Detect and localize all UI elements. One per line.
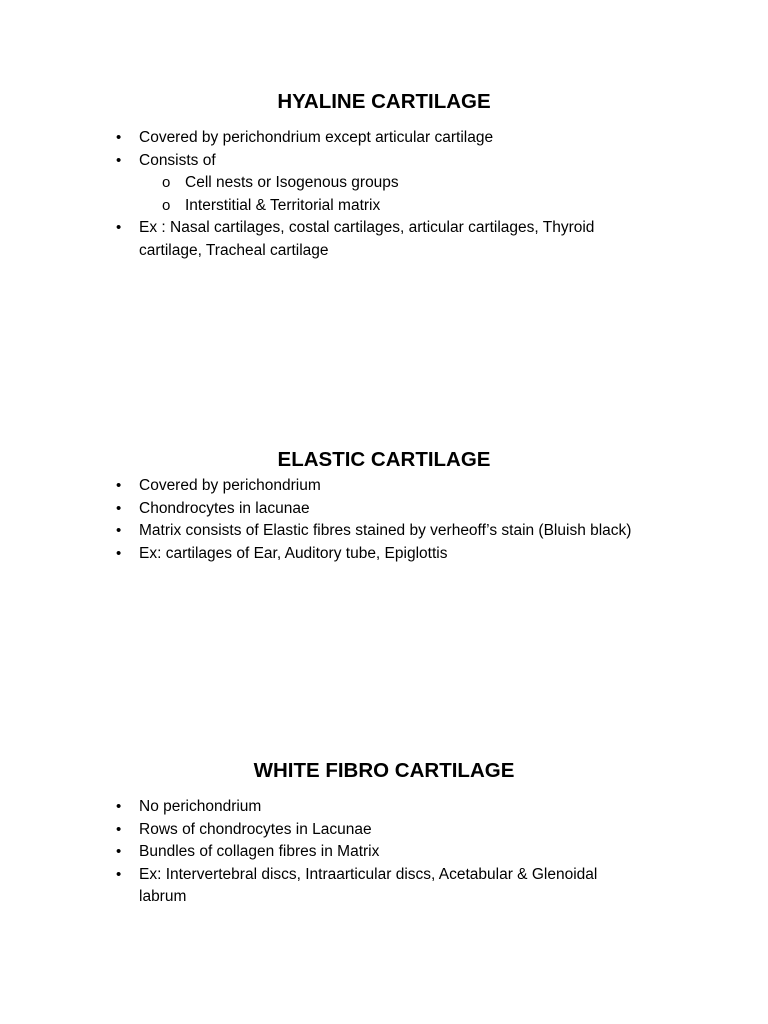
section-hyaline-cartilage xyxy=(0,90,768,263)
list-item xyxy=(0,520,768,543)
list-item xyxy=(0,864,768,909)
hyaline-sub-list xyxy=(139,172,688,217)
list-item xyxy=(0,475,768,498)
white-fibro-bullet-list xyxy=(0,796,768,909)
list-item xyxy=(0,796,768,819)
bullet-icon: • xyxy=(116,798,122,815)
list-item xyxy=(0,150,768,218)
list-item-text-line1: Ex: Intervertebral discs, Intraarticular discs, Acetabular & Glenoidal xyxy=(139,865,598,883)
list-item xyxy=(0,819,768,842)
list-item-text: Covered by perichondrium except articular cartilage xyxy=(139,129,494,146)
bullet-icon: • xyxy=(116,544,122,562)
bullet-icon: • xyxy=(116,129,122,146)
list-item-text: Chondrocytes in lacunae xyxy=(139,499,310,517)
sub-list-item-text: Interstitial & Territorial matrix xyxy=(185,196,381,214)
list-item-text: Matrix consists of Elastic fibres stained by verheoff’s stain (Bluish black) xyxy=(139,522,632,540)
list-item-text: No perichondrium xyxy=(139,798,262,815)
section-white-fibro-cartilage xyxy=(0,759,768,909)
hyaline-bullet-list xyxy=(0,127,768,263)
list-item xyxy=(0,543,768,566)
list-item-text: Bundles of collagen fibres in Matrix xyxy=(139,843,380,861)
heading-white-fibro-cartilage: WHITE FIBRO CARTILAGE xyxy=(253,759,515,782)
sub-bullet-icon: o xyxy=(162,196,171,214)
bullet-icon: • xyxy=(116,865,122,883)
bullet-icon: • xyxy=(116,820,122,838)
list-item xyxy=(0,498,768,521)
list-item-text: Rows of chondrocytes in Lacunae xyxy=(139,820,372,838)
bullet-icon: • xyxy=(116,151,122,169)
list-item-text-line2: labrum xyxy=(139,888,187,906)
sub-list-item xyxy=(139,195,688,218)
bullet-icon: • xyxy=(116,477,122,494)
list-item xyxy=(0,841,768,864)
list-item-text: Covered by perichondrium xyxy=(139,477,321,494)
heading-hyaline-cartilage: HYALINE CARTILAGE xyxy=(277,90,491,113)
heading-elastic-cartilage: ELASTIC CARTILAGE xyxy=(277,448,491,471)
sub-bullet-icon: o xyxy=(162,174,171,192)
elastic-bullet-list xyxy=(0,475,768,565)
list-item-text-line2: cartilage, Tracheal cartilage xyxy=(139,241,329,259)
list-item-text-line1: Ex : Nasal cartilages, costal cartilages, articular cartilages, Thyroid xyxy=(139,219,595,237)
list-item xyxy=(0,127,768,150)
list-item xyxy=(0,217,768,262)
bullet-icon: • xyxy=(116,522,122,540)
bullet-icon: • xyxy=(116,219,122,237)
bullet-icon: • xyxy=(116,499,122,517)
bullet-icon: • xyxy=(116,843,122,861)
list-item-text: Ex: cartilages of Ear, Auditory tube, Epiglottis xyxy=(139,544,448,562)
sub-list-item-text: Cell nests or Isogenous groups xyxy=(185,174,399,192)
list-item-text: Consists of xyxy=(139,151,216,169)
sub-list-item xyxy=(139,172,688,195)
section-elastic-cartilage xyxy=(0,448,768,565)
